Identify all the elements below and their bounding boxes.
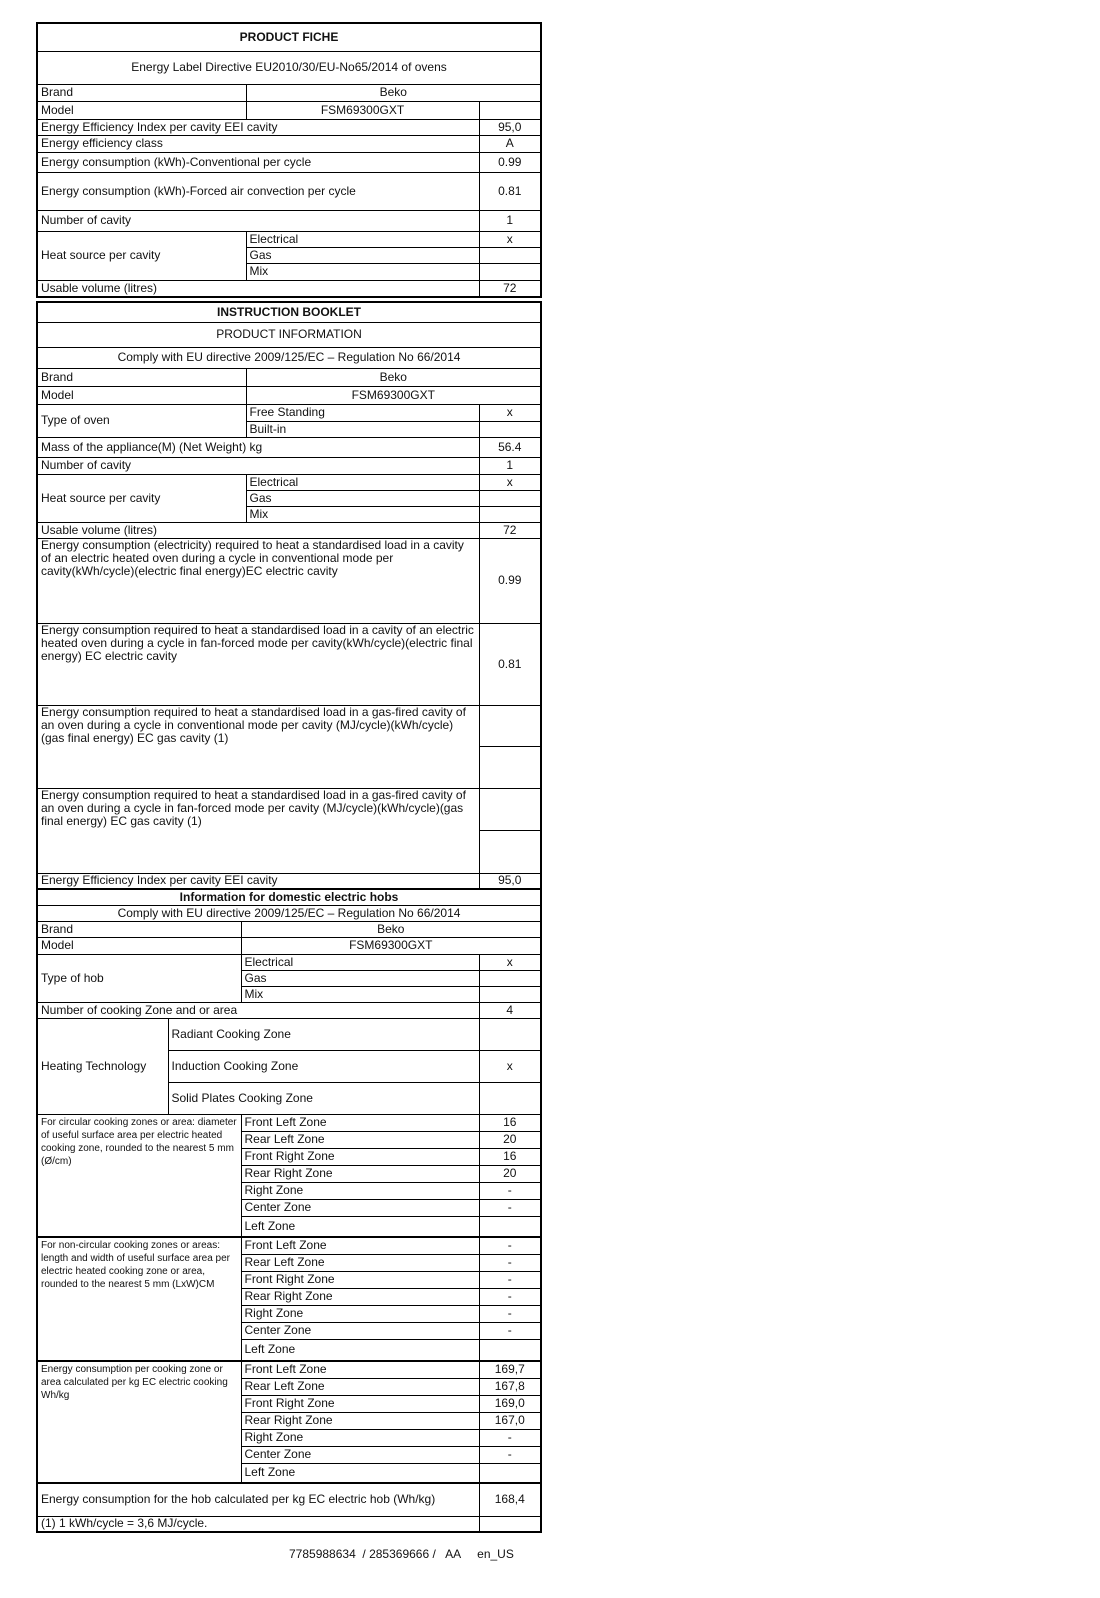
fiche-class-label: Energy efficiency class: [37, 135, 479, 152]
booklet-gas-conv-kwh: [479, 746, 541, 788]
energy-zone-name: Center Zone: [241, 1446, 479, 1463]
booklet-model-value: FSM69300GXT: [246, 386, 541, 404]
circular-zone-name: Left Zone: [241, 1216, 479, 1237]
booklet-type-builtin: Built-in: [246, 421, 479, 437]
booklet-ec-conv-value: 0.99: [479, 538, 541, 623]
booklet-model-label: Model: [37, 386, 246, 404]
energy-zone-value: -: [479, 1446, 541, 1463]
booklet-ec-fan-label: Energy consumption required to heat a standardised load in a cavity of an electric heated oven during a cycle in fan-forced mode per cavity(kWh/cycle)(electric final energy) EC electric cavity: [37, 623, 479, 705]
booklet-heat-electrical: Electrical: [246, 474, 479, 490]
instruction-booklet-table: [36, 301, 542, 890]
booklet-heat-gas: Gas: [246, 490, 479, 506]
hob-type-label: Type of hob: [37, 954, 241, 1002]
energy-zone-value: -: [479, 1429, 541, 1446]
booklet-heat-electrical-value: x: [479, 474, 541, 490]
hob-tech-label: Heating Technology: [37, 1018, 168, 1114]
hob-type-gas-value: [479, 970, 541, 986]
noncircular-zone-name: Front Left Zone: [241, 1237, 479, 1254]
circular-zone-name: Front Right Zone: [241, 1148, 479, 1165]
noncircular-zone-name: Center Zone: [241, 1322, 479, 1339]
hob-note-value: [479, 1516, 541, 1532]
noncircular-zone-value: [479, 1339, 541, 1361]
booklet-gas-conv-label: Energy consumption required to heat a standardised load in a gas-fired cavity of an oven during a cycle in conventional mode per cavity (MJ/cycle)(kWh/cycle)(gas final energy) EC gas cavity (1): [37, 705, 479, 788]
circular-zone-name: Center Zone: [241, 1199, 479, 1216]
booklet-volume-label: Usable volume (litres): [37, 522, 479, 538]
booklet-eei-label: Energy Efficiency Index per cavity EEI cavity: [37, 873, 479, 889]
booklet-cavity-value: 1: [479, 457, 541, 474]
energy-zone-name: Left Zone: [241, 1463, 479, 1483]
circular-zone-value: [479, 1216, 541, 1237]
energy-zone-value: 169,0: [479, 1395, 541, 1412]
booklet-title: INSTRUCTION BOOKLET: [37, 302, 541, 322]
circular-zone-name: Right Zone: [241, 1182, 479, 1199]
fiche-heat-mix-value: [479, 263, 541, 280]
hob-title: Information for domestic electric hobs: [37, 889, 541, 905]
booklet-ec-fan-value: 0.81: [479, 623, 541, 705]
circular-zone-value: 16: [479, 1148, 541, 1165]
hob-type-mix: Mix: [241, 986, 479, 1002]
energy-zone-value: [479, 1463, 541, 1483]
booklet-volume-value: 72: [479, 522, 541, 538]
noncircular-zone-name: Right Zone: [241, 1305, 479, 1322]
booklet-gas-conv-mj: [479, 705, 541, 746]
fiche-eei-label: Energy Efficiency Index per cavity EEI cavity: [37, 119, 479, 135]
hob-type-gas: Gas: [241, 970, 479, 986]
booklet-brand-label: Brand: [37, 368, 246, 386]
noncircular-zone-name: Left Zone: [241, 1339, 479, 1361]
fiche-title: PRODUCT FICHE: [37, 23, 541, 51]
energy-zone-name: Rear Right Zone: [241, 1412, 479, 1429]
product-fiche-table: [36, 22, 542, 298]
booklet-cavity-label: Number of cavity: [37, 457, 479, 474]
energy-zone-name: Right Zone: [241, 1429, 479, 1446]
product-sheet: [36, 22, 542, 1536]
circular-zone-value: 20: [479, 1165, 541, 1182]
fiche-brand-label: Brand: [37, 84, 246, 101]
hob-total-label: Energy consumption for the hob calculated per kg EC electric hob (Wh/kg): [37, 1483, 479, 1516]
energy-zone-name: Rear Left Zone: [241, 1378, 479, 1395]
hob-noncircular-label: For non-circular cooking zones or areas: length and width of useful surface area per electric heated cooking zone or area, rounded to the nearest 5 mm (LxW)CM: [37, 1237, 241, 1361]
circular-zone-value: 16: [479, 1114, 541, 1131]
hob-brand-value: Beko: [241, 921, 541, 937]
fiche-volume-label: Usable volume (litres): [37, 280, 479, 297]
fiche-heat-electrical-value: x: [479, 231, 541, 247]
fiche-heat-gas-value: [479, 247, 541, 263]
booklet-gas-fan-label: Energy consumption required to heat a standardised load in a gas-fired cavity of an oven during a cycle in fan-forced mode per cavity (MJ/cycle)(kWh/cycle)(gas final energy) EC gas cavity (1): [37, 788, 479, 873]
booklet-type-free: Free Standing: [246, 404, 479, 421]
booklet-eei-value: 95,0: [479, 873, 541, 889]
hob-information-table: [36, 888, 542, 1533]
hob-zones-label: Number of cooking Zone and or area: [37, 1002, 479, 1018]
hob-circular-label: For circular cooking zones or area: diameter of useful surface area per electric heated cooking zone, rounded to the nearest 5 mm (Ø/cm): [37, 1114, 241, 1237]
booklet-directive: Comply with EU directive 2009/125/EC – Regulation No 66/2014: [37, 347, 541, 368]
energy-zone-value: 169,7: [479, 1361, 541, 1378]
noncircular-zone-value: -: [479, 1271, 541, 1288]
circular-zone-name: Rear Left Zone: [241, 1131, 479, 1148]
booklet-gas-fan-mj: [479, 788, 541, 830]
fiche-forced-value: 0.81: [479, 172, 541, 210]
hob-brand-label: Brand: [37, 921, 241, 937]
fiche-conv-label: Energy consumption (kWh)-Conventional per cycle: [37, 152, 479, 172]
booklet-type-free-value: x: [479, 404, 541, 421]
hob-type-mix-value: [479, 986, 541, 1002]
energy-zone-name: Front Right Zone: [241, 1395, 479, 1412]
noncircular-zone-value: -: [479, 1254, 541, 1271]
noncircular-zone-value: -: [479, 1288, 541, 1305]
energy-zone-value: 167,0: [479, 1412, 541, 1429]
booklet-mass-label: Mass of the appliance(M) (Net Weight) kg: [37, 437, 479, 457]
fiche-heat-electrical: Electrical: [246, 231, 479, 247]
hob-total-value: 168,4: [479, 1483, 541, 1516]
fiche-heat-label: Heat source per cavity: [37, 231, 246, 280]
fiche-heat-gas: Gas: [246, 247, 479, 263]
booklet-gas-fan-kwh: [479, 830, 541, 873]
hob-type-electrical: Electrical: [241, 954, 479, 970]
fiche-heat-mix: Mix: [246, 263, 479, 280]
document-footer-code: 7785988634 / 285369666 / AA en_US: [289, 1547, 514, 1561]
fiche-conv-value: 0.99: [479, 152, 541, 172]
booklet-heat-mix: Mix: [246, 506, 479, 522]
hob-directive: Comply with EU directive 2009/125/EC – Regulation No 66/2014: [37, 905, 541, 921]
circular-zone-value: 20: [479, 1131, 541, 1148]
fiche-eei-value: 95,0: [479, 119, 541, 135]
energy-zone-name: Front Left Zone: [241, 1361, 479, 1378]
booklet-heat-gas-value: [479, 490, 541, 506]
hob-tech-solid: Solid Plates Cooking Zone: [168, 1082, 479, 1114]
booklet-mass-value: 56.4: [479, 437, 541, 457]
circular-zone-value: -: [479, 1199, 541, 1216]
noncircular-zone-value: -: [479, 1237, 541, 1254]
noncircular-zone-value: -: [479, 1322, 541, 1339]
hob-tech-solid-value: [479, 1082, 541, 1114]
circular-zone-value: -: [479, 1182, 541, 1199]
fiche-forced-label: Energy consumption (kWh)-Forced air convection per cycle: [37, 172, 479, 210]
fiche-cavity-value: 1: [479, 210, 541, 231]
hob-note: (1) 1 kWh/cycle = 3,6 MJ/cycle.: [37, 1516, 479, 1532]
fiche-brand-value: Beko: [246, 84, 541, 101]
fiche-model-value: FSM69300GXT: [246, 101, 479, 119]
booklet-ec-conv-label: Energy consumption (electricity) required to heat a standardised load in a cavity of an electric heated oven during a cycle in conventional mode per cavity(kWh/cycle)(electric final energy)EC electric cavity: [37, 538, 479, 623]
booklet-type-label: Type of oven: [37, 404, 246, 437]
hob-type-electrical-value: x: [479, 954, 541, 970]
hob-model-label: Model: [37, 937, 241, 954]
fiche-model-label: Model: [37, 101, 246, 119]
hob-tech-radiant-value: [479, 1018, 541, 1050]
fiche-subtitle: Energy Label Directive EU2010/30/EU-No65/2014 of ovens: [37, 51, 541, 84]
fiche-cavity-label: Number of cavity: [37, 210, 479, 231]
booklet-heat-mix-value: [479, 506, 541, 522]
noncircular-zone-name: Front Right Zone: [241, 1271, 479, 1288]
noncircular-zone-name: Rear Right Zone: [241, 1288, 479, 1305]
circular-zone-name: Front Left Zone: [241, 1114, 479, 1131]
noncircular-zone-name: Rear Left Zone: [241, 1254, 479, 1271]
hob-tech-induction-value: x: [479, 1050, 541, 1082]
booklet-type-builtin-value: [479, 421, 541, 437]
hob-model-value: FSM69300GXT: [241, 937, 541, 954]
booklet-brand-value: Beko: [246, 368, 541, 386]
noncircular-zone-value: -: [479, 1305, 541, 1322]
fiche-class-value: A: [479, 135, 541, 152]
circular-zone-name: Rear Right Zone: [241, 1165, 479, 1182]
hob-tech-induction: Induction Cooking Zone: [168, 1050, 479, 1082]
fiche-volume-value: 72: [479, 280, 541, 297]
hob-tech-radiant: Radiant Cooking Zone: [168, 1018, 479, 1050]
energy-zone-value: 167,8: [479, 1378, 541, 1395]
hob-zones-value: 4: [479, 1002, 541, 1018]
hob-energy-label: Energy consumption per cooking zone or area calculated per kg EC electric cooking Wh/kg: [37, 1361, 241, 1483]
booklet-heat-label: Heat source per cavity: [37, 474, 246, 522]
fiche-model-extra: [479, 101, 541, 119]
booklet-subtitle: PRODUCT INFORMATION: [37, 322, 541, 347]
